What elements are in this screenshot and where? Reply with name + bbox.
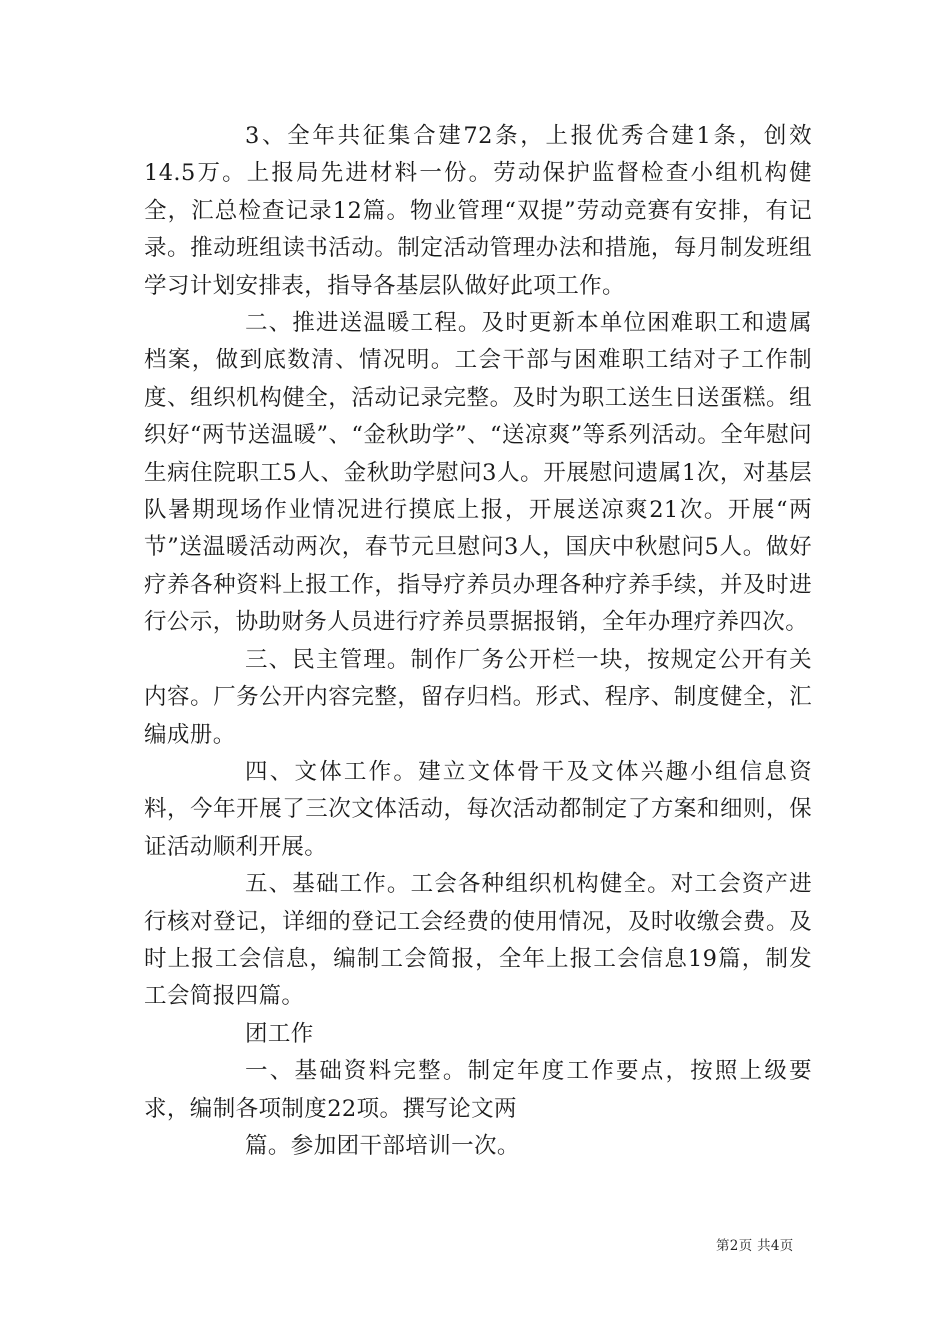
paragraph-union-stats: 3、全年共征集合建72条，上报优秀合建1条，创效14.5万。上报局先进材料一份。劳动保护监督检查小组机构健全，汇总检查记录12篇。物业管理“双提”劳动竞赛有安排，有记录。推动班组读书活动。制定活动管理办法和措施，每月制发班组学习计划安排表，指导各基层队做好此项工作。 bbox=[144, 123, 812, 299]
section-heading-league-work: 团工作 bbox=[245, 1020, 314, 1047]
document-body bbox=[144, 118, 812, 1165]
page-number-footer: 第2页 共4页 bbox=[716, 1238, 794, 1254]
paragraph-warmth-project: 二、推进送温暖工程。及时更新本单位困难职工和遗属档案，做到底数清、情况明。工会干部与困难职工结对子工作制度、组织机构健全，活动记录完整。及时为职工送生日送蛋糕。组织好“两节送温暖”、“金秋助学”、“送凉爽”等系列活动。全年慰问生病住院职工5人、金秋助学慰问3人。开展慰问遗属1次，对基层队暑期现场作业情况进行摸底上报，开展送凉爽21次。开展“两节”送温暖活动两次，春节元旦慰问3人，国庆中秋慰问5人。做好疗养各种资料上报工作，指导疗养员办理各种疗养手续，并及时进行公示，协助财务人员进行疗养员票据报销，全年办理疗养四次。 bbox=[144, 310, 812, 636]
paragraph-democratic-management: 三、民主管理。制作厂务公开栏一块，按规定公开有关内容。厂务公开内容完整，留存归档。形式、程序、制度健全，汇编成册。 bbox=[144, 646, 812, 748]
paragraph-basic-work: 五、基础工作。工会各种组织机构健全。对工会资产进行核对登记，详细的登记工会经费的使用情况，及时收缴会费。及时上报工会信息，编制工会简报，全年上报工会信息19篇，制发工会简报四篇。 bbox=[144, 871, 812, 1010]
paragraph-training: 篇。参加团干部培训一次。 bbox=[245, 1132, 520, 1159]
paragraph-basic-materials: 一、基础资料完整。制定年度工作要点，按照上级要求，编制各项制度22项。撰写论文两 bbox=[144, 1058, 812, 1122]
paragraph-cultural-sports: 四、文体工作。建立文体骨干及文体兴趣小组信息资料，今年开展了三次文体活动，每次活动都制定了方案和细则，保证活动顺利开展。 bbox=[144, 758, 812, 860]
